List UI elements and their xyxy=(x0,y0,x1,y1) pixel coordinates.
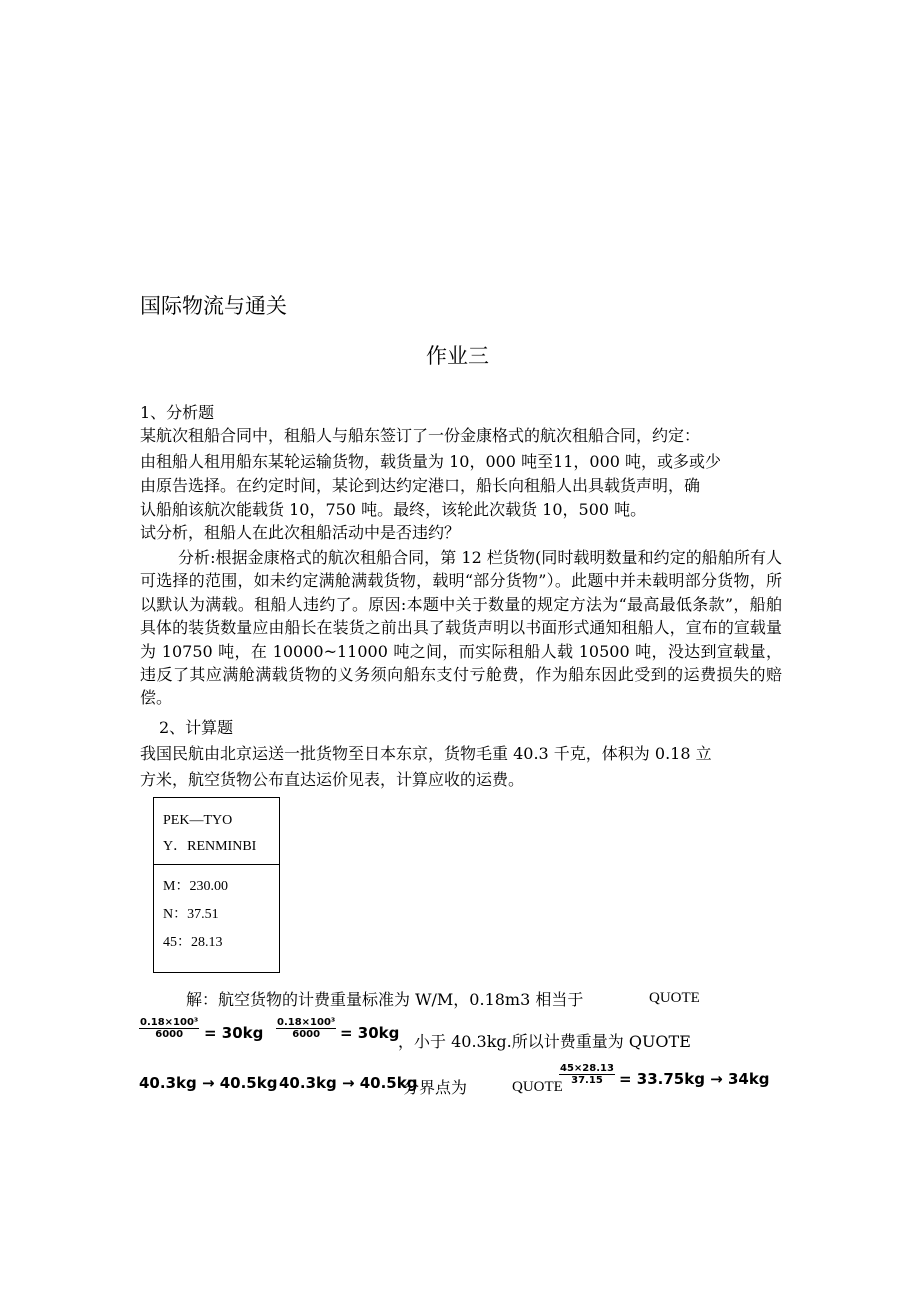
solution-line: 分界点为 xyxy=(403,1078,468,1097)
quote-placeholder: QUOTE xyxy=(649,990,700,1006)
breakpoint-result: = 33.75kg → 34kg xyxy=(619,1070,770,1088)
solution-line: 解：航空货物的计费重量标准为 W/M，0.18m3 相当于 xyxy=(186,990,584,1009)
fraction-volume-weight xyxy=(276,1017,336,1040)
case-line: 认船舶该航次能载货 10，750 吨。最终，该轮此次载货 10，500 吨。 xyxy=(140,500,647,519)
fraction-breakpoint xyxy=(559,1063,615,1086)
assignment-title: 作业三 xyxy=(426,344,489,368)
equation-result: = 30kg xyxy=(340,1024,400,1042)
rate-table xyxy=(153,797,280,973)
fraction-denominator: 6000 xyxy=(155,1029,184,1040)
currency-label: Y．RENMINBI xyxy=(163,839,257,854)
weight-rounding-expression: 40.3kg → 40.5kg xyxy=(139,1074,278,1092)
fraction-denominator: 37.15 xyxy=(571,1075,603,1086)
question-line: 试分析，租船人在此次租船活动中是否违约？ xyxy=(140,523,461,542)
fraction-numerator: 45×28.13 xyxy=(560,1063,614,1074)
fraction-denominator: 6000 xyxy=(292,1029,321,1040)
case-line: 某航次租船合同中，租船人与船东签订了一份金康格式的航次租船合同，约定： xyxy=(140,426,701,445)
analysis-paragraph: 分析:根据金康格式的航次租船合同，第 12 栏货物(同时载明数量和约定的船舶所有人可选择的范围，如未约定满舱满载货物，载明“部分货物”）。此题中并未载明部分货物，所以默认为满载。租船人违约了。原因:本题中关于数量的规定方法为“最高最低条款”，船舶具体的装货数量应由船长在装货之前出具了载货声明以书面形式通知租船人，宣布的宣载量为 10750 吨，在 10000~11000 吨之间，而实际租船人载 10500 吨，没达到宣载量，违反了其应满舱满载货物的义务须向船东支付亏舱费，作为船东因此受到的运费损失的赔偿。 xyxy=(140,548,782,708)
section-heading-analysis: 1、分析题 xyxy=(140,403,215,422)
fraction-numerator: 0.18×100³ xyxy=(140,1017,199,1028)
rate-table-header xyxy=(154,798,279,865)
quote-placeholder: QUOTE xyxy=(512,1079,563,1095)
case-line: 由租船人租用船东某轮运输货物，载货量为 10，000 吨至11，000 吨，或多或少 xyxy=(140,452,722,471)
fraction-numerator: 0.18×100³ xyxy=(277,1017,336,1028)
route-label: PEK—TYO xyxy=(163,813,233,828)
rate-table-body xyxy=(154,865,279,957)
document-title: 国际物流与通关 xyxy=(140,294,287,318)
calc-line: 方米，航空货物公布直达运价见表，计算应收的运费。 xyxy=(140,770,525,789)
rate-normal: N：37.51 xyxy=(163,907,219,922)
solution-line: ，小于 40.3kg.所以计费重量为 QUOTE xyxy=(398,1032,691,1051)
equation-result: = 30kg xyxy=(204,1024,264,1042)
weight-rounding-expression: 40.3kg → 40.5kg xyxy=(279,1074,418,1092)
rate-minimum: M：230.00 xyxy=(163,879,228,894)
case-line: 由原告选择。在约定时间，某论到达约定港口，船长向租船人出具载货声明，确 xyxy=(140,476,701,495)
calc-line: 我国民航由北京运送一批货物至日本东京，货物毛重 40.3 千克，体积为 0.18 立 xyxy=(140,744,712,763)
fraction-volume-weight xyxy=(139,1017,199,1040)
section-heading-calculation: 2、计算题 xyxy=(159,718,234,737)
rate-45kg: 45：28.13 xyxy=(163,935,223,950)
